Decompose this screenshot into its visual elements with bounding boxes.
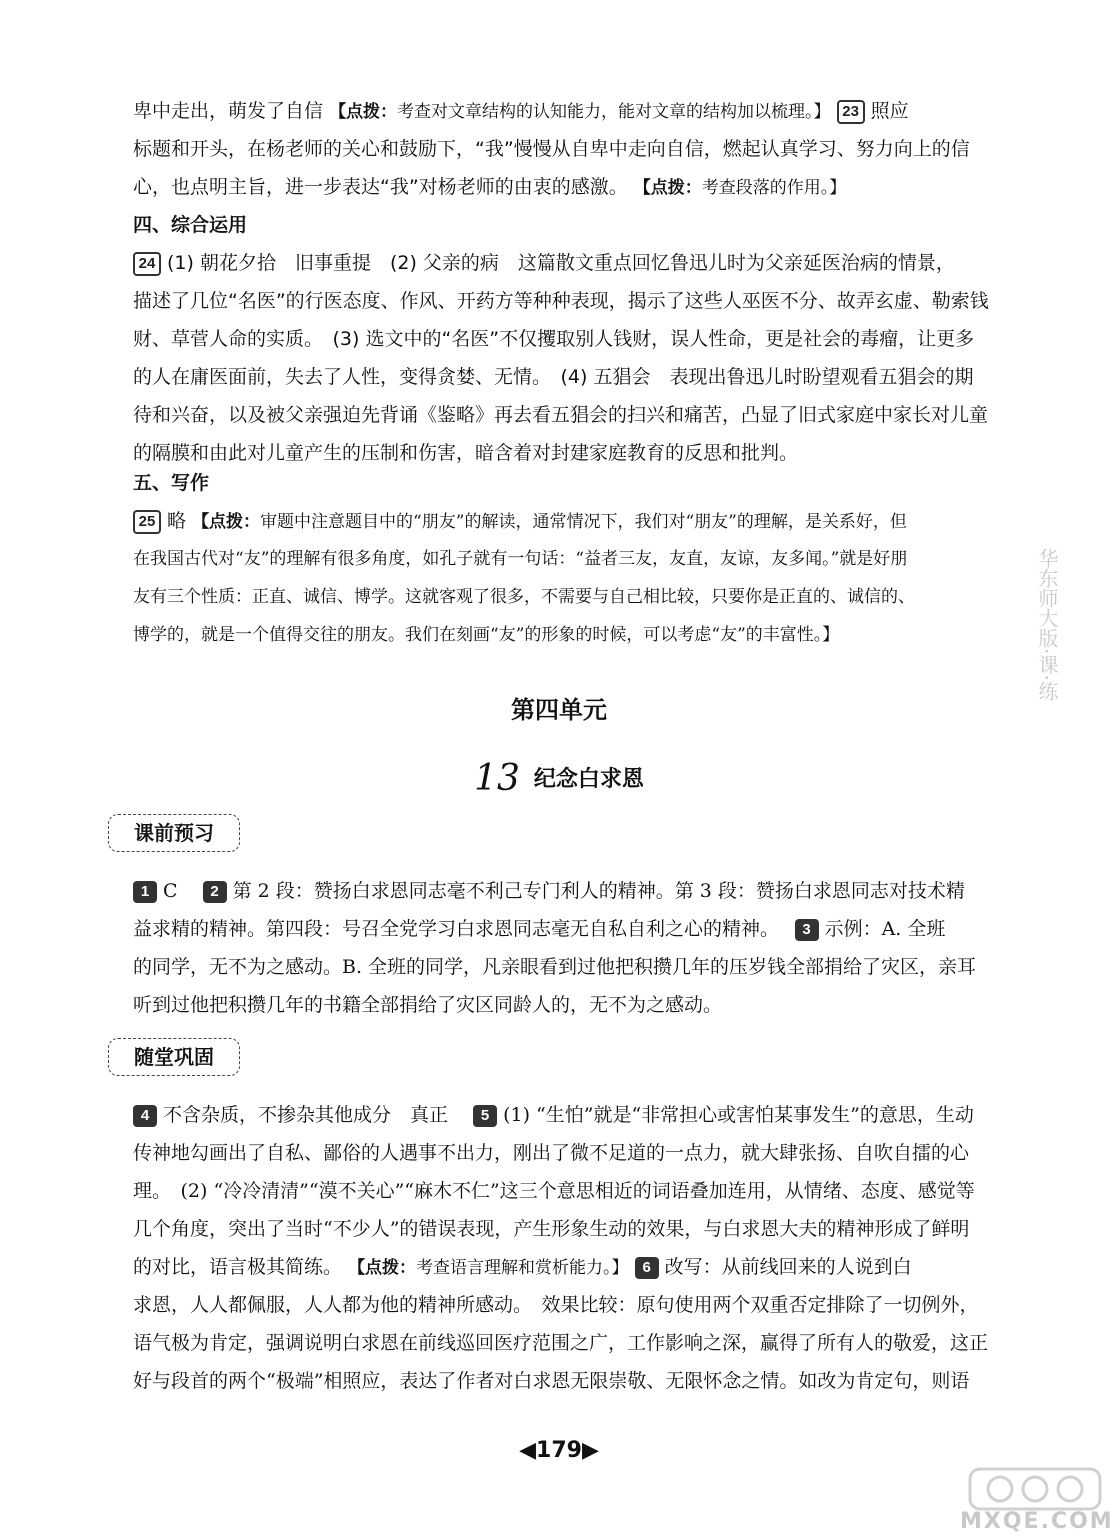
side-series-label: 华东师大版·课·练 — [1035, 548, 1059, 701]
text-line: 24 (1) 朝花夕拾 旧事重提 (2) 父亲的病 这篇散文重点回忆鲁迅儿时为父亲延医治病的情景， — [133, 244, 995, 282]
text-line: 求恩，人人都佩服，人人都为他的精神所感动。 效果比较：原句使用两个双重否定排除了一切例外， — [133, 1294, 979, 1316]
question-number-6: 6 — [635, 1257, 659, 1279]
question-number-24: 24 — [133, 252, 161, 276]
text-line: 4 不含杂质，不掺杂其他成分 真正 5 (1) “生怕”就是“非常担心或害怕某事发生”的意思，生动 — [133, 1096, 995, 1134]
answer-block-22-23 — [133, 92, 995, 206]
tip-note: 【点拨：考查段落的作用。】 — [633, 178, 847, 198]
text-line: 益求精的精神。第四段：号召全党学习白求恩同志毫无自私自利之心的精神。 3 示例：A. 全班 — [133, 918, 946, 940]
question-number-1: 1 — [133, 881, 157, 903]
text-line: 心，也点明主旨，进一步表达“我”对杨老师的由衷的感激。 【点拨：考查段落的作用。】 — [133, 176, 847, 198]
question-number-2: 2 — [203, 881, 227, 903]
unit-title: 第四单元 — [511, 696, 607, 724]
text-line: 传神地勾画出了自私、鄙俗的人遇事不出力，刚出了微不足道的一点力，就大肆张扬、自吹自擂的心 — [133, 1142, 970, 1164]
text-line: 几个角度，突出了当时“不少人”的错误表现，产生形象生动的效果，与白求恩大夫的精神形成了鲜明 — [133, 1218, 970, 1240]
text-line: 好与段首的两个“极端”相照应，表达了作者对白求恩无限崇敬、无限怀念之情。如改为肯定句，则语 — [133, 1370, 970, 1392]
text-line: 待和兴奋，以及被父亲强迫先背诵《鉴略》再去看五猖会的扫兴和痛苦，凸显了旧式家庭中家长对儿童 — [133, 404, 989, 426]
preview-tag: 课前预习 — [108, 814, 240, 852]
question-number-23: 23 — [837, 100, 865, 124]
text-line: 理。 (2) “冷冷清清”“漠不关心”“麻木不仁”这三个意思相近的词语叠加连用，从情绪、态度、感觉等 — [133, 1180, 975, 1202]
right-arrow-icon: ▶ — [581, 1438, 599, 1463]
tip-note: 【点拨：考查对文章结构的认知能力，能对文章的结构加以梳理。】 — [329, 102, 831, 122]
question-number-4: 4 — [133, 1105, 157, 1127]
left-arrow-icon: ◀ — [519, 1438, 537, 1463]
text-line: 描述了几位“名医”的行医态度、作风、开药方等种种表现，揭示了这些人巫医不分、故弄玄虚、勒索钱 — [133, 290, 989, 312]
question-number-3: 3 — [795, 919, 819, 941]
text-line: 标题和开头，在杨老师的关心和鼓励下，“我”慢慢从自卑中走向自信，燃起认真学习、努力向上的信 — [133, 138, 970, 160]
text-line: 的人在庸医面前，失去了人性，变得贪婪、无情。 (4) 五猖会 表现出鲁迅儿时盼望观看五猖会的期 — [133, 366, 974, 388]
section-heading: 四、综合运用 — [133, 214, 248, 236]
watermark-logo-icon — [960, 1465, 1110, 1515]
watermark — [960, 1465, 1114, 1535]
question-number-25: 25 — [133, 510, 161, 534]
preview-answers — [133, 872, 995, 1024]
lesson-number: 13 — [474, 758, 520, 799]
question-number-5: 5 — [473, 1105, 497, 1127]
text-line: 25 略 【点拨：审题中注意题目中的“朋友”的解读，通常情况下，我们对“朋友”的理解，是关系好，但 — [133, 502, 995, 540]
tip-note: 【点拨：审题中注意题目中的“朋友”的解读，通常情况下，我们对“朋友”的理解，是关系好，但 — [192, 512, 907, 532]
section-writing — [133, 464, 995, 654]
text-line: 博学的，就是一个值得交往的朋友。我们在刻画“友”的形象的时候，可以考虑“友”的丰富性。】 — [133, 625, 840, 645]
text-line: 财、草菅人命的实质。 (3) 选文中的“名医”不仅攫取别人钱财，误人性命，更是社会的毒瘤，让更多 — [133, 328, 975, 350]
text-line: 在我国古代对“友”的理解有很多角度，如孔子就有一句话：“益者三友，友直，友谅，友多闻。”就是好朋 — [133, 549, 908, 569]
consolidate-tag: 随堂巩固 — [108, 1038, 240, 1076]
lesson-title — [0, 758, 1118, 799]
lesson-name: 纪念白求恩 — [533, 767, 644, 792]
watermark-text: MXQE.COM — [960, 1509, 1114, 1534]
text-line: 友有三个性质：正直、诚信、博学。这就客观了很多，不需要与自己相比较，只要你是正直的、诚信的、 — [133, 587, 915, 607]
tip-note: 【点拨：考查语言理解和赏析能力。】 — [348, 1258, 629, 1278]
text-line: 听到过他把积攒几年的书籍全部捐给了灾区同龄人的，无不为之感动。 — [133, 994, 723, 1016]
section-comprehensive — [133, 206, 995, 472]
page-number: ◀179▶ — [519, 1438, 599, 1463]
text-line: 卑中走出，萌发了自信 【点拨：考查对文章结构的认知能力，能对文章的结构加以梳理。】 23 照应 — [133, 100, 909, 122]
consolidate-answers — [133, 1096, 995, 1400]
section-heading: 五、写作 — [133, 472, 210, 494]
text-line: 语气极为肯定，强调说明白求恩在前线巡回医疗范围之广，工作影响之深，赢得了所有人的敬爱，这正 — [133, 1332, 989, 1354]
text-line: 1 C 2 第 2 段：赞扬白求恩同志毫不利己专门利人的精神。第 3 段：赞扬白求恩同志对技术精 — [133, 872, 995, 910]
text-line: 的同学，无不为之感动。B. 全班的同学，凡亲眼看到过他把积攒几年的压岁钱全部捐给了灾区，亲耳 — [133, 956, 977, 978]
text-line: 的对比，语言极其简练。 【点拨：考查语言理解和赏析能力。】 6 改写：从前线回来的人说到白 — [133, 1256, 912, 1278]
text-line: 的隔膜和由此对儿童产生的压制和伤害，暗含着对封建家庭教育的反思和批判。 — [133, 442, 799, 464]
